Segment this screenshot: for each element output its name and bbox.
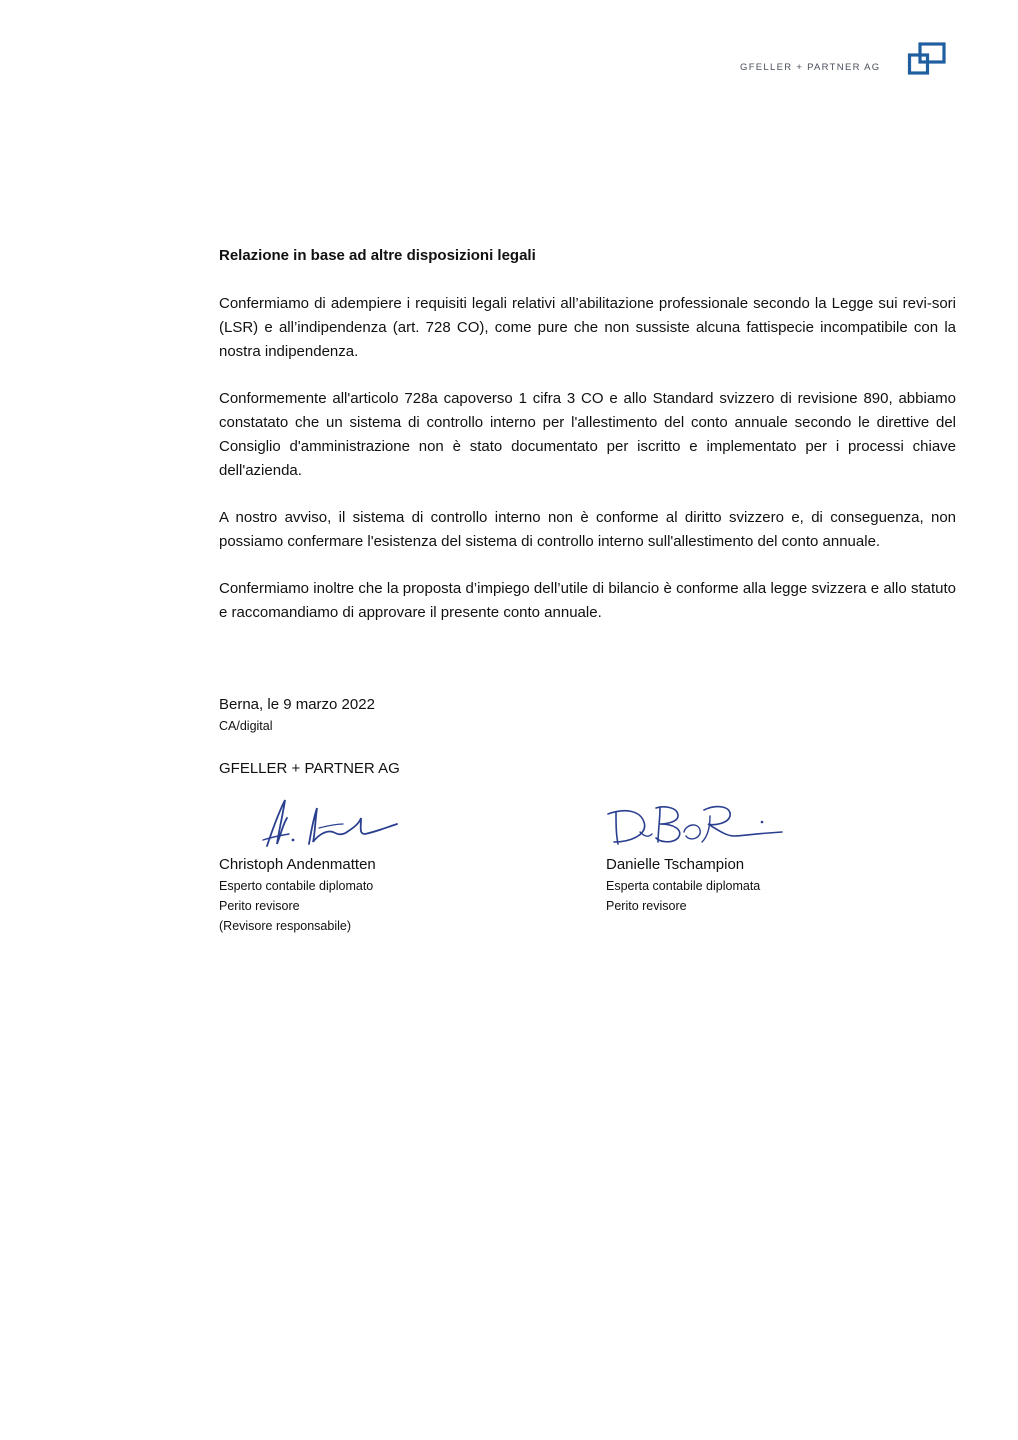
signer-left <box>219 854 539 936</box>
interlocking-squares-logo-icon <box>907 42 947 76</box>
signature-block <box>219 694 956 933</box>
signer-title: Esperto contabile diplomato <box>219 879 374 893</box>
firm-name: GFELLER + PARTNER AG <box>219 760 400 777</box>
report-title: Relazione in base ad altre disposizioni legali <box>219 247 536 264</box>
paragraph-opinion: A nostro avviso, il sistema di controllo interno non è conforme al diritto svizzero e, di conseguenza, non possiamo confermare l'esistenza del sistema di controllo interno sull'allestimento del conto annuale. <box>219 509 956 550</box>
header-brand-text: GFELLER + PARTNER AG <box>740 62 881 73</box>
signer-role: Perito revisore <box>606 899 687 913</box>
paragraph-recommendation: Confermiamo inoltre che la proposta d’impiego dell’utile di bilancio è conforme alla legge svizzera e allo statuto e raccomandiamo di approvare il presente conto annuale. <box>219 580 956 621</box>
signer-role: Perito revisore <box>219 899 300 913</box>
paragraph-internal-control-finding: Conformemente all'articolo 728a capoverso 1 cifra 3 CO e allo Standard svizzero di revisione 890, abbiamo constatato che un sistema di controllo interno per l'allestimento del conto annuale secondo le direttive del Consiglio d'amministrazione non è stato documentato per iscritto e implementato per i processi chiave dell'azienda. <box>219 390 956 479</box>
signature-mode: CA/digital <box>219 719 273 733</box>
signer-responsibility: (Revisore responsabile) <box>219 919 352 933</box>
signature-andenmatten <box>249 794 419 850</box>
signer-name: Christoph Andenmatten <box>219 856 376 873</box>
signer-title: Esperta contabile diplomata <box>606 879 761 893</box>
signer-name: Danielle Tschampion <box>606 856 745 873</box>
report-body <box>219 246 956 648</box>
signer-right <box>606 854 926 916</box>
company-logo <box>907 42 947 76</box>
signature-tschampion <box>604 802 789 852</box>
paragraph-independence: Confermiamo di adempiere i requisiti legali relativi all’abilitazione professionale secondo la Legge sui revi-sori (LSR) e all’indipendenza (art. 728 CO), come pure che non sussiste alcuna fattispecie incompatibile con la nostra indipendenza. <box>219 295 956 360</box>
place-date: Berna, le 9 marzo 2022 <box>219 696 375 713</box>
